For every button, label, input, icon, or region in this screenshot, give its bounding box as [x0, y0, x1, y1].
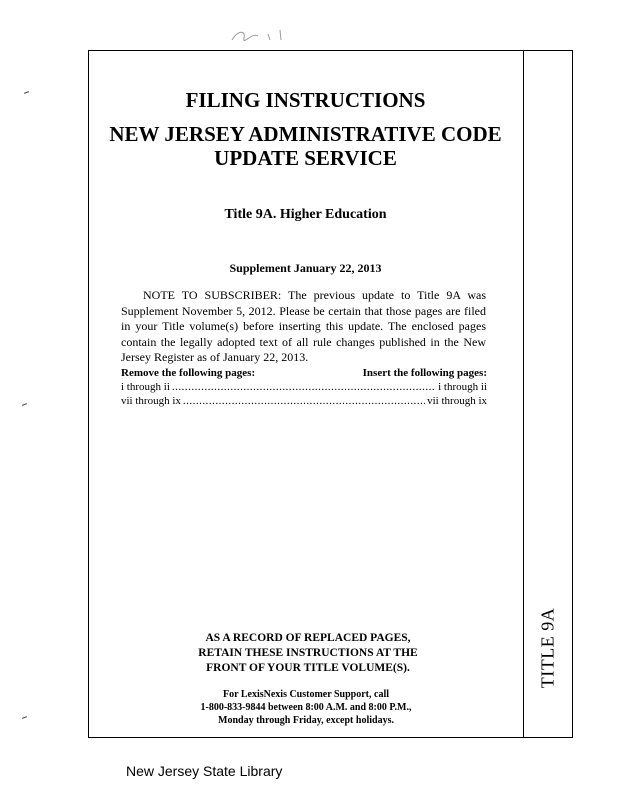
support-line2: 1-800-833-9844 between 8:00 A.M. and 8:00 P.M.,	[200, 702, 412, 713]
code-heading-line1: NEW JERSEY ADMINISTRATIVE CODE	[109, 122, 502, 146]
table-row	[121, 394, 487, 408]
side-divider	[523, 50, 524, 738]
remove-pages-header: Remove the following pages:	[121, 367, 256, 379]
record-notice-line3: FRONT OF YOUR TITLE VOLUME(S).	[206, 662, 410, 674]
support-line3: Monday through Friday, except holidays.	[218, 715, 394, 726]
insert-pages-header: Insert the following pages:	[362, 367, 487, 379]
dot-leader	[172, 380, 436, 394]
scan-speck	[22, 716, 27, 719]
handwritten-mark	[228, 24, 298, 46]
scan-speck	[22, 403, 27, 406]
insert-pages-cell: i through ii	[438, 381, 487, 393]
remove-pages-cell: i through ii	[121, 381, 170, 393]
record-notice-line1: AS A RECORD OF REPLACED PAGES,	[205, 632, 411, 644]
supplement-date: Supplement January 22, 2013	[229, 261, 382, 275]
scan-speck	[24, 91, 29, 94]
code-heading	[88, 122, 523, 170]
record-notice	[180, 631, 436, 676]
remove-pages-cell: vii through ix	[121, 395, 181, 407]
subscriber-note: NOTE TO SUBSCRIBER: The previous update to Title 9A was Supplement November 5, 2012. Please be certain that those pages are filed in your Title volume(s) before inserting this update. The enclosed pages contain the legally adopted text of all rule changes published in the New Jersey Register as of January 22, 2013.	[121, 288, 486, 364]
record-notice-line2: RETAIN THESE INSTRUCTIONS AT THE	[198, 647, 418, 659]
pages-table	[121, 366, 487, 408]
table-row	[121, 380, 487, 394]
dot-leader	[183, 394, 425, 408]
pages-table-header	[121, 366, 487, 380]
title-name: Title 9A. Higher Education	[224, 207, 387, 222]
code-heading-line2: UPDATE SERVICE	[214, 146, 397, 170]
insert-pages-cell: vii through ix	[427, 395, 487, 407]
page-title: FILING INSTRUCTIONS	[185, 88, 426, 112]
side-tab-label: TITLE 9A	[537, 607, 558, 689]
support-line1: For LexisNexis Customer Support, call	[222, 689, 389, 700]
library-stamp: New Jersey State Library	[126, 763, 283, 779]
customer-support-info	[165, 688, 447, 727]
